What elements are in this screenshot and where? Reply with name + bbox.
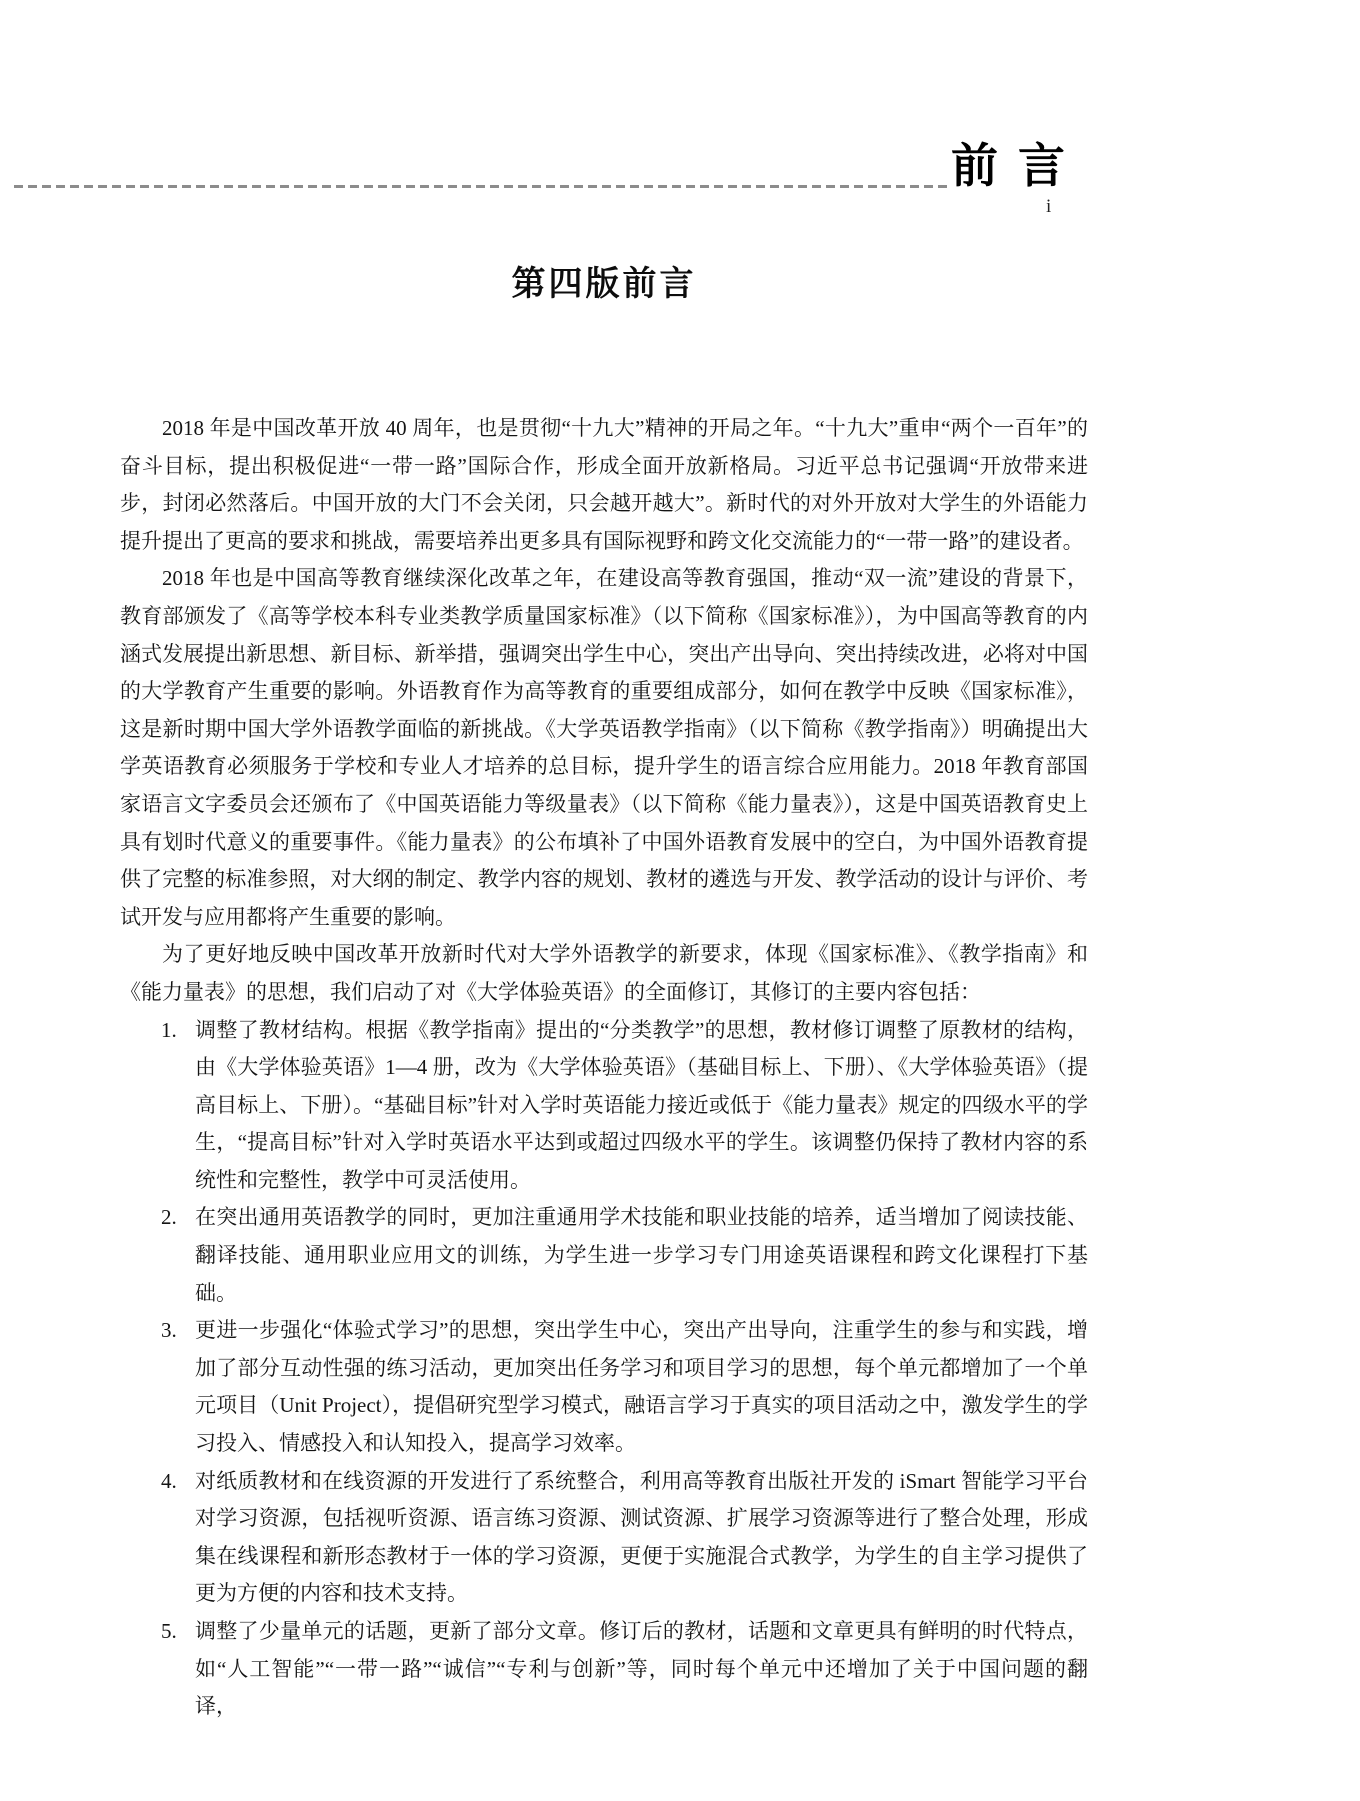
list-item <box>120 1012 1088 1200</box>
list-number: 5. <box>161 1619 177 1643</box>
running-head-preface <box>951 139 1065 192</box>
document-title: 第四版前言 <box>511 266 697 303</box>
list-item <box>120 1463 1088 1613</box>
document-body <box>120 410 1088 1726</box>
page-number: i <box>1046 196 1052 217</box>
revision-list <box>120 1012 1088 1726</box>
list-number: 1. <box>161 1017 177 1042</box>
header-dashed-rule <box>14 185 950 188</box>
list-text: 调整了教材结构。根据《教学指南》提出的“分类教学”的思想，教材修订调整了原教材的结构，由《大学体验英语》1—4 册，改为《大学体验英语》（基础目标上、下册）、《大学体验英语》（提高目标上、下册）。“基础目标”针对入学时英语能力接近或低于《能力量表》规定的四级水平的学生，“提高目标”针对入学时英语水平达到或超过四级水平的学生。该调整仍保持了教材内容的系统性和完整性，教学中可灵活使用。 <box>195 1017 1088 1192</box>
paragraph: 2018 年也是中国高等教育继续深化改革之年，在建设高等教育强国，推动“双一流”建设的背景下，教育部颁发了《高等学校本科专业类教学质量国家标准》（以下简称《国家标准》），为中国高等教育的内涵式发展提出新思想、新目标、新举措，强调突出学生中心，突出产出导向、突出持续改进，必将对中国的大学教育产生重要的影响。外语教育作为高等教育的重要组成部分，如何在教学中反映《国家标准》，这是新时期中国大学外语教学面临的新挑战。《大学英语教学指南》（以下简称《教学指南》）明确提出大学英语教育必须服务于学校和专业人才培养的总目标，提升学生的语言综合应用能力。2018 年教育部国家语言文字委员会还颁布了《中国英语能力等级量表》（以下简称《能力量表》），这是中国英语教育史上具有划时代意义的重要事件。《能力量表》的公布填补了中国外语教育发展中的空白，为中国外语教育提供了完整的标准参照，对大纲的制定、教学内容的规划、教材的遴选与开发、教学活动的设计与评价、考试开发与应用都将产生重要的影响。 <box>120 566 1088 929</box>
list-item <box>120 1613 1088 1726</box>
list-number: 4. <box>161 1468 177 1493</box>
list-number: 2. <box>161 1205 177 1230</box>
list-text: 调整了少量单元的话题，更新了部分文章。修订后的教材，话题和文章更具有鲜明的时代特点，如“人工智能”“一带一路”“诚信”“专利与创新”等，同时每个单元中还增加了关于中国问题的翻译， <box>195 1619 1088 1719</box>
list-number: 3. <box>161 1318 177 1343</box>
list-text: 更进一步强化“体验式学习”的思想，突出学生中心，突出产出导向，注重学生的参与和实践，增加了部分互动性强的练习活动，更加突出任务学习和项目学习的思想，每个单元都增加了一个单元项目（Unit Project），提倡研究型学习模式，融语言学习于真实的项目活动之中，激发学生的学习投入、情感投入和认知投入，提高学习效率。 <box>195 1318 1088 1456</box>
list-item <box>120 1199 1088 1312</box>
list-item <box>120 1312 1088 1462</box>
list-text: 在突出通用英语教学的同时，更加注重通用学术技能和职业技能的培养，适当增加了阅读技能、翻译技能、通用职业应用文的训练，为学生进一步学习专门用途英语课程和跨文化课程打下基础。 <box>195 1205 1088 1305</box>
list-text: 对纸质教材和在线资源的开发进行了系统整合，利用高等教育出版社开发的 iSmart 智能学习平台对学习资源，包括视听资源、语言练习资源、测试资源、扩展学习资源等进行了整合处理，形成集在线课程和新形态教材于一体的学习资源，更便于实施混合式教学，为学生的自主学习提供了更为方便的内容和技术支持。 <box>195 1468 1088 1606</box>
paragraph: 为了更好地反映中国改革开放新时代对大学外语教学的新要求，体现《国家标准》、《教学指南》和《能力量表》的思想，我们启动了对《大学体验英语》的全面修订，其修订的主要内容包括： <box>120 942 1088 1004</box>
running-head-char: 前 <box>951 139 998 192</box>
paragraph: 2018 年是中国改革开放 40 周年，也是贯彻“十九大”精神的开局之年。“十九大”重申“两个一百年”的奋斗目标，提出积极促进“一带一路”国际合作，形成全面开放新格局。习近平总书记强调“开放带来进步，封闭必然落后。中国开放的大门不会关闭，只会越开越大”。新时代的对外开放对大学生的外语能力提升提出了更高的要求和挑战，需要培养出更多具有国际视野和跨文化交流能力的“一带一路”的建设者。 <box>120 416 1088 553</box>
running-head-char: 言 <box>1018 139 1065 192</box>
